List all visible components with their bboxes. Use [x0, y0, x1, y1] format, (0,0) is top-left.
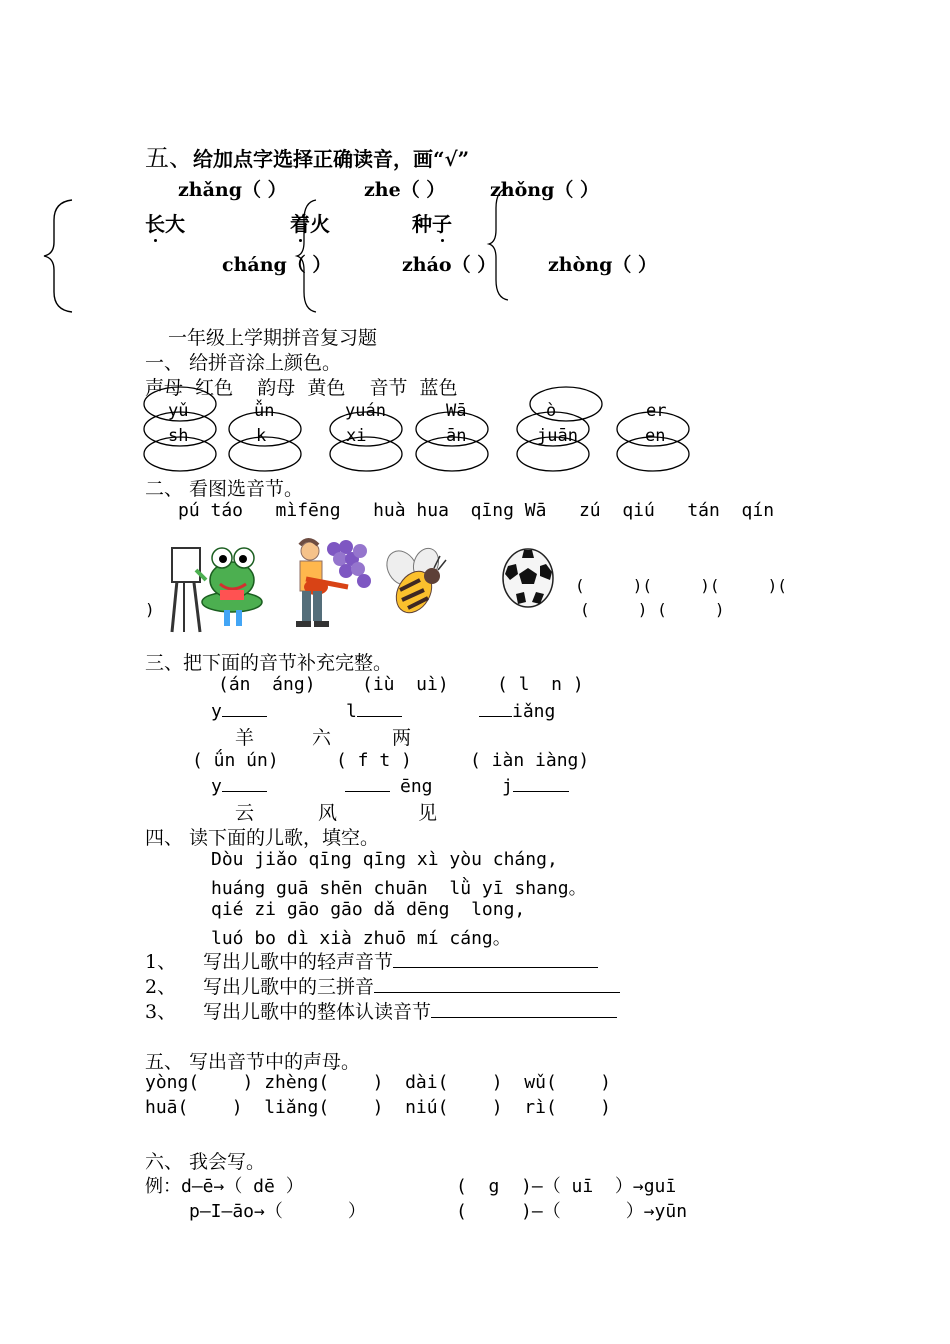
word-rest: 火 — [310, 212, 330, 236]
answer-blanks-row2: ( ) ( ) — [580, 600, 725, 619]
blank-2-2 — [345, 775, 433, 797]
pinyin-r1-3: yuán — [345, 401, 386, 421]
question-number: 2、 — [145, 976, 177, 998]
section1-heading: 一、 给拼音涂上颜色。 — [145, 352, 342, 374]
char-2-1: 云 — [235, 802, 255, 824]
question-text: 写出儿歌中的整体认读音节 — [203, 1001, 432, 1023]
blank-suffix: iǎng — [512, 701, 556, 722]
blank-1-3 — [479, 700, 555, 722]
question-2 — [145, 972, 620, 999]
blank-prefix: j — [502, 776, 513, 797]
fill-line[interactable] — [357, 700, 402, 717]
fill-line[interactable] — [222, 775, 267, 792]
question-3 — [145, 997, 617, 1024]
char-1-3: 两 — [392, 727, 412, 749]
blank-2-1 — [211, 775, 267, 797]
dotted-char: 长 — [145, 212, 165, 236]
section5b-heading: 五、 写出音节中的声母。 — [145, 1051, 361, 1073]
reading-top-2: zhe（ ） — [364, 179, 446, 201]
musician-grapes-picture — [286, 535, 376, 635]
poem-line-2: huáng guā shēn chuān lǜ yī shang。 — [211, 878, 587, 899]
answer-blank-close: ) — [145, 600, 155, 619]
blank-1-2 — [346, 700, 402, 722]
char-2-3: 见 — [418, 802, 438, 824]
options-2-3: ( iàn iàng) — [470, 750, 590, 771]
football-picture — [502, 546, 556, 608]
question-number: 1、 — [145, 951, 177, 973]
blank-1-1 — [211, 700, 267, 722]
word-rest: 种 — [412, 212, 432, 236]
blank-prefix: y — [211, 701, 222, 722]
fill-line[interactable] — [479, 700, 512, 717]
fill-line[interactable] — [222, 700, 267, 717]
pinyin-ellipses — [0, 0, 950, 480]
pinyin-r2-1: sh — [168, 426, 189, 446]
char-1-2: 六 — [312, 727, 332, 749]
question-1 — [145, 947, 598, 974]
pinyin-r2-2: k — [256, 426, 267, 446]
options-1-3: ( l n ) — [497, 674, 584, 695]
blank-2-3 — [502, 775, 569, 797]
pinyin-r2-4: ān — [446, 426, 467, 446]
pinyin-r1-4: Wā — [446, 401, 467, 421]
write-row2-right: ( )—（ ）→yūn — [456, 1201, 688, 1222]
section5a-title: 给加点字选择正确读音，画“√” — [193, 147, 470, 171]
poem-line-3: qié zi gāo gāo dǎ dēng long, — [211, 899, 526, 920]
question-number: 3、 — [145, 1001, 177, 1023]
answer-line[interactable] — [393, 951, 598, 968]
poem-line-4: luó bo dì xià zhuō mí cáng。 — [211, 928, 511, 949]
char-1-1: 羊 — [235, 727, 255, 749]
color-legend: 声母 红色 韵母 黄色 音节 蓝色 — [145, 377, 458, 399]
dotted-char: 子 — [432, 212, 452, 236]
section2-pinyin: pú táo mìfēng huà hua qīng Wā zú qiú tán qín — [178, 500, 775, 521]
section2-heading: 二、 看图选音节。 — [145, 478, 304, 500]
reading-bottom-2: zháo（ ） — [402, 254, 497, 276]
write-row1-right: ( g )—（ uī ）→guī — [456, 1176, 677, 1197]
write-row2-left: p—I—āo→（ ） — [189, 1201, 366, 1222]
write-row1-left: 例：d—ē→（ dē ） — [145, 1176, 304, 1197]
fill-line[interactable] — [345, 775, 390, 792]
options-2-2: ( f t ) — [336, 750, 412, 771]
reading-top-1: zhǎng（ ） — [178, 179, 287, 201]
section3-heading: 三、把下面的音节补充完整。 — [145, 652, 393, 674]
frog-painting-picture — [166, 538, 266, 636]
fill-line[interactable] — [513, 775, 569, 792]
options-1-1: (án áng) — [218, 674, 316, 695]
initials-row-1: yòng( ) zhèng( ) dài( ) wǔ( ) — [145, 1072, 611, 1093]
reading-bottom-3: zhòng（ ） — [548, 254, 657, 276]
question-text: 写出儿歌中的三拼音 — [203, 976, 375, 998]
reading-bottom-1: cháng（ ） — [222, 254, 332, 276]
question-text: 写出儿歌中的轻声音节 — [203, 951, 394, 973]
section4-heading: 四、 读下面的儿歌，填空。 — [145, 827, 380, 849]
options-2-1: ( ǘn ún) — [192, 750, 279, 771]
pinyin-r2-6: en — [645, 426, 666, 446]
pinyin-r1-5: ò — [546, 401, 557, 421]
section5a-number: 五、 — [145, 144, 193, 172]
pinyin-r1-2: ǚn — [254, 401, 275, 421]
reading-top-3: zhǒng（ ） — [490, 179, 599, 201]
word-rest: 大 — [165, 212, 185, 236]
pinyin-r2-5: juān — [537, 426, 578, 446]
answer-blanks-row1: ( )( )( )( — [575, 576, 787, 595]
page-title: 一年级上学期拼音复习题 — [168, 327, 378, 349]
char-2-2: 风 — [318, 802, 338, 824]
blank-prefix: y — [211, 776, 222, 797]
dotted-char: 着 — [290, 212, 310, 236]
blank-prefix: l — [346, 701, 357, 722]
initials-row-2: huā( ) liǎng( ) niú( ) rì( ) — [145, 1097, 611, 1118]
pinyin-r1-1: yǔ — [168, 401, 189, 421]
section6-heading: 六、 我会写。 — [145, 1151, 266, 1173]
options-1-2: (iù uì) — [362, 674, 449, 695]
answer-line[interactable] — [374, 976, 620, 993]
pinyin-r2-3: xi — [346, 426, 367, 446]
blank-suffix: ēng — [400, 776, 433, 797]
pinyin-r1-6: er — [646, 401, 667, 421]
poem-line-1: Dòu jiǎo qīng qīng xì yòu cháng, — [211, 849, 558, 870]
bee-picture — [382, 546, 452, 618]
answer-line[interactable] — [431, 1001, 617, 1018]
